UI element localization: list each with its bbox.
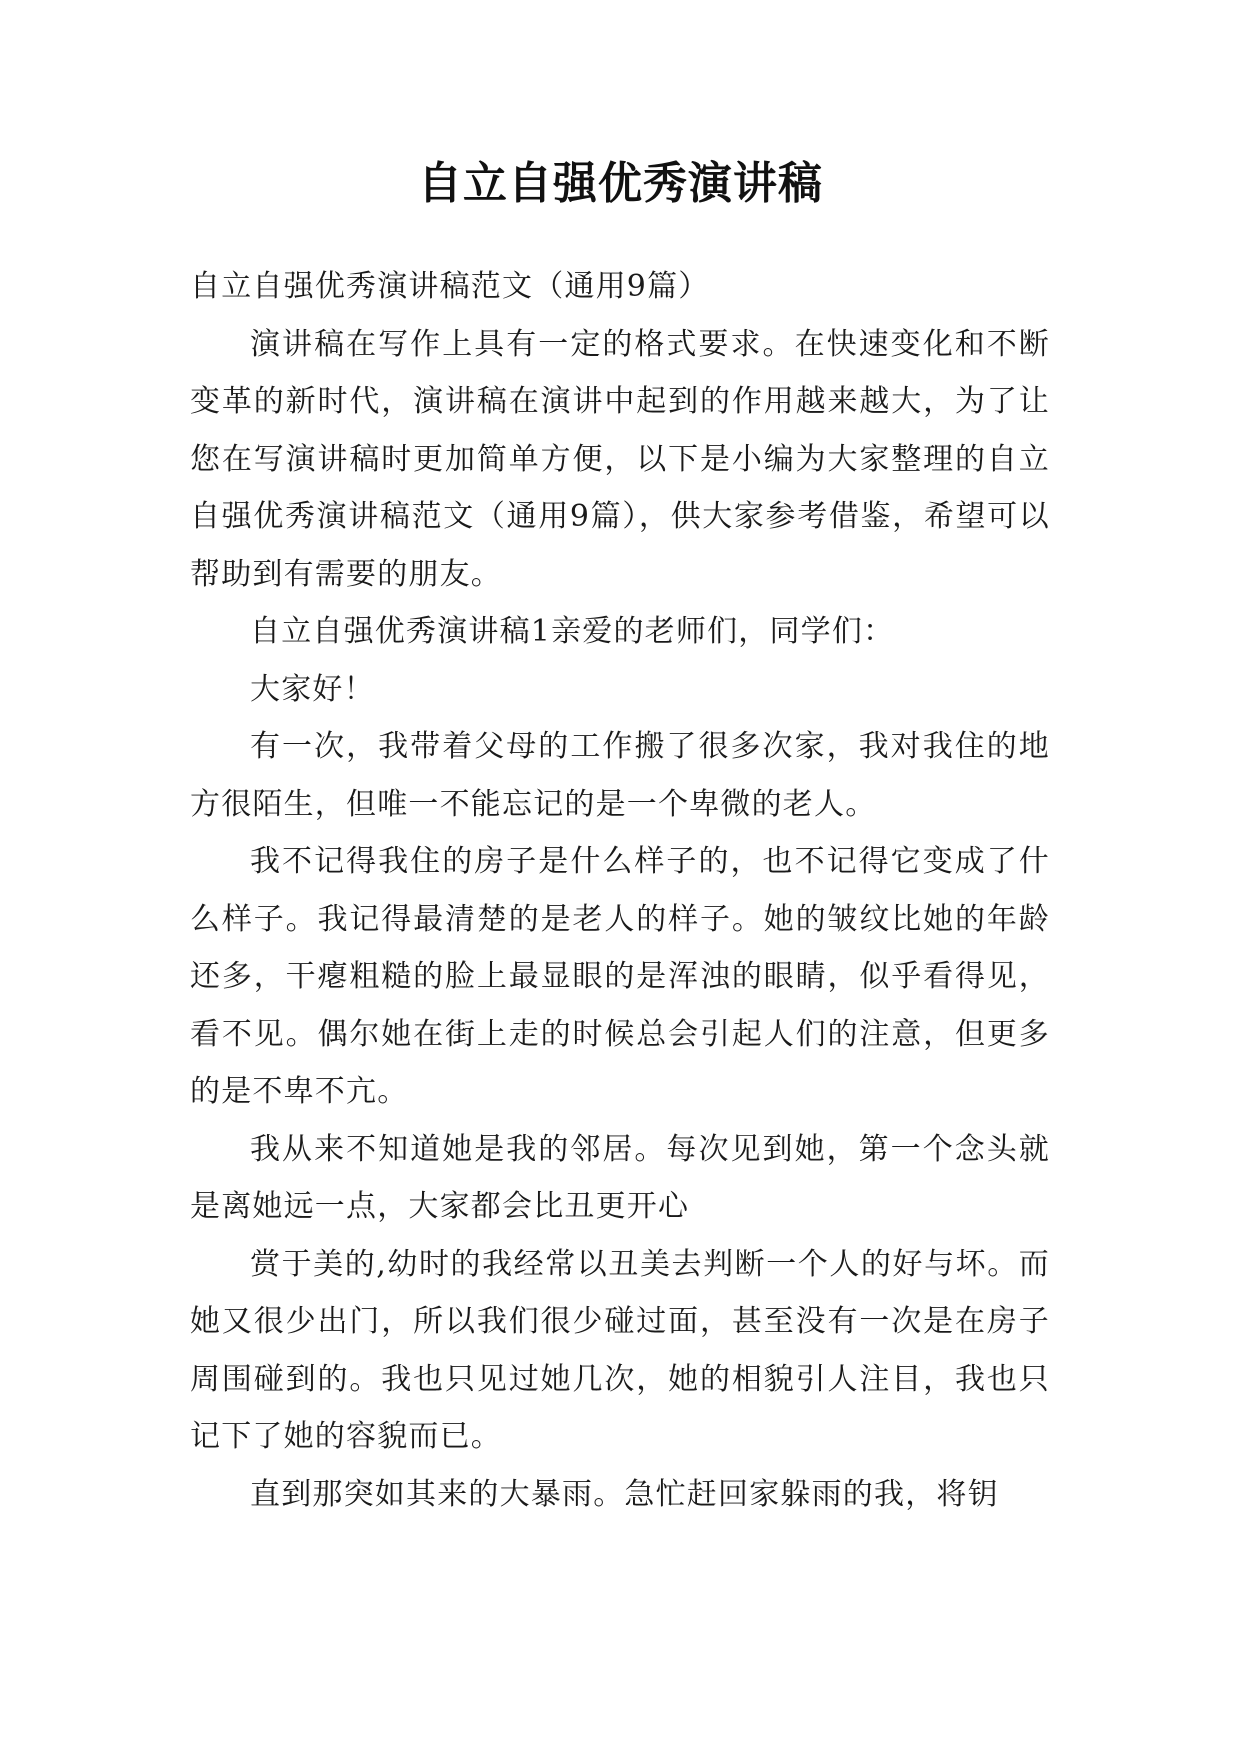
body-paragraph: 直到那突如其来的大暴雨。急忙赶回家躲雨的我，将钥 (250, 1476, 999, 1512)
subtitle-paragraph: 自立自强优秀演讲稿范文（通用9篇） (190, 269, 710, 304)
body-paragraph: 我从来不知道她是我的邻居。每次见到她，第一个念头就是离她远一点，大家都会比丑更开心 (190, 1131, 1050, 1224)
body-paragraph: 演讲稿在写作上具有一定的格式要求。在快速变化和不断变革的新时代，演讲稿在演讲中起到的作用越来越大，为了让您在写演讲稿时更加简单方便，以下是小编为大家整理的自立自强优秀演讲稿范文（通用9篇），供大家参考借鉴，希望可以帮助到有需要的朋友。 (190, 326, 1050, 592)
document-body (190, 258, 1050, 1523)
body-paragraph: 有一次，我带着父母的工作搬了很多次家，我对我住的地方很陌生，但唯一不能忘记的是一个卑微的老人。 (190, 729, 1050, 822)
body-paragraph: 大家好！ (250, 671, 375, 707)
body-paragraph: 我不记得我住的房子是什么样子的，也不记得它变成了什么样子。我记得最清楚的是老人的样子。她的皱纹比她的年龄还多，干瘪粗糙的脸上最显眼的是浑浊的眼睛，似乎看得见，看不见。偶尔她在街上走的时候总会引起人们的注意，但更多的是不卑不亢。 (190, 844, 1050, 1109)
body-paragraph: 自立自强优秀演讲稿1亲爱的老师们，同学们： (250, 614, 895, 649)
document-title: 自立自强优秀演讲稿 (418, 158, 823, 209)
body-paragraph: 赏于美的,幼时的我经常以丑美去判断一个人的好与坏。而她又很少出门，所以我们很少碰过面，甚至没有一次是在房子周围碰到的。我也只见过她几次，她的相貌引人注目，我也只记下了她的容貌而已。 (190, 1246, 1050, 1454)
